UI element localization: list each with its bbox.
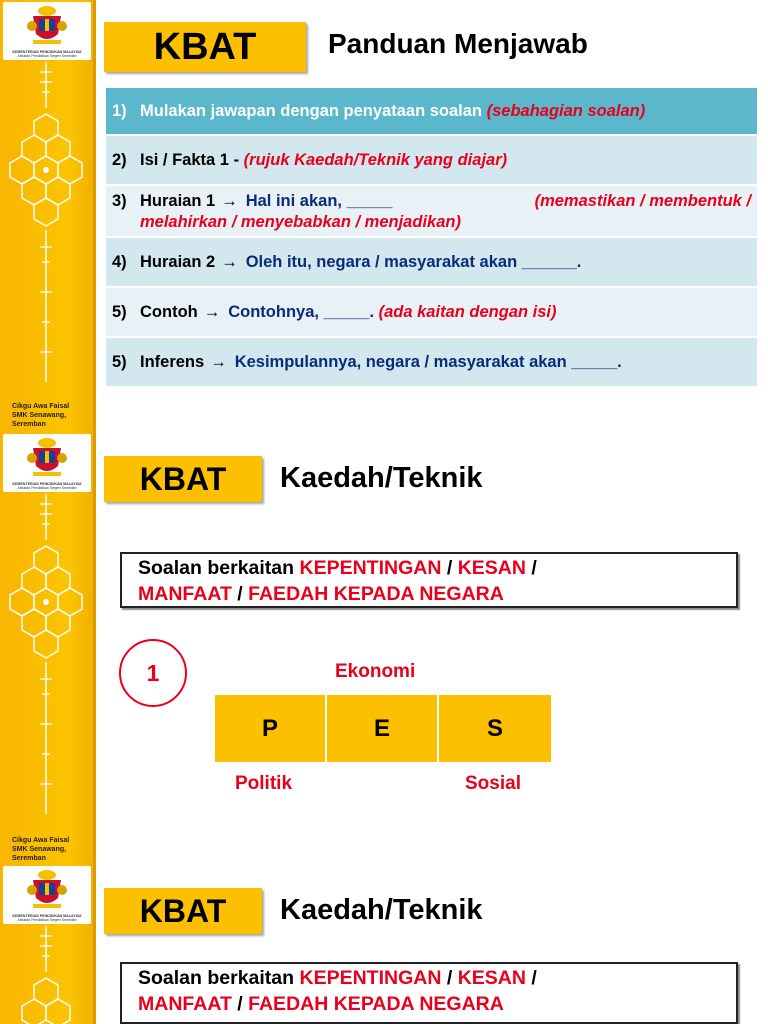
separator: / <box>531 967 537 989</box>
step-number: 3) <box>112 192 127 210</box>
step-note: (sebahagian soalan) <box>486 101 646 120</box>
ministry-logo <box>3 2 91 60</box>
keyword-kesan: KESAN <box>457 557 526 579</box>
slide-title: Kaedah/Teknik <box>280 462 483 494</box>
step-text: Mulakan jawapan dengan penyataan soalan <box>140 101 483 120</box>
step-row <box>106 88 757 134</box>
step-note: (rujuk Kaedah/Teknik yang diajar) <box>243 150 508 169</box>
pes-cell-e: E <box>327 695 439 762</box>
step-label: Contoh <box>140 302 198 321</box>
credit <box>12 402 96 429</box>
slide-title: Kaedah/Teknik <box>280 894 483 926</box>
label-ekonomi: Ekonomi <box>335 661 416 682</box>
step-phrase: Contohnya, _____. <box>228 302 375 321</box>
credit <box>12 836 96 863</box>
step-number: 4) <box>112 252 127 271</box>
logo-line-1: KEMENTERIAN PENDIDIKAN MALAYSIA <box>12 914 82 918</box>
step-note-line1: (memastikan / membentuk / <box>534 192 751 210</box>
step-row <box>106 236 757 286</box>
step-label: Huraian 1 <box>140 192 216 210</box>
arrow-icon: → <box>221 192 238 210</box>
keyword-kepentingan: KEPENTINGAN <box>299 557 442 579</box>
step-row <box>106 184 757 236</box>
slide-kaedah-teknik-2 <box>0 864 768 1024</box>
question-box <box>120 962 738 1024</box>
slide-title: Panduan Menjawab <box>328 28 588 59</box>
ministry-logo <box>3 434 91 492</box>
honeycomb-decoration <box>0 926 96 1024</box>
step-separator: - <box>233 150 240 169</box>
credit-name: Cikgu Awa Faisal <box>12 837 70 844</box>
arrow-icon: → <box>210 352 227 371</box>
kbat-badge: KBAT <box>104 456 262 502</box>
step-number: 2) <box>112 150 127 169</box>
crest-icon <box>27 4 67 48</box>
step-label: Isi / Fakta 1 <box>140 150 229 169</box>
step-note: (ada kaitan dengan isi) <box>378 302 557 321</box>
step-row <box>106 134 757 184</box>
sidebar <box>0 864 96 1024</box>
keyword-faedah: FAEDAH KEPADA NEGARA <box>248 583 504 605</box>
crest-icon <box>27 436 67 480</box>
ministry-logo <box>3 866 91 924</box>
step-number: 5) <box>112 302 127 321</box>
slide-panduan-menjawab <box>0 0 768 432</box>
separator: / <box>446 967 453 989</box>
pes-cell-p: P <box>215 695 327 762</box>
keyword-faedah: FAEDAH KEPADA NEGARA <box>248 993 504 1015</box>
credit-name: Cikgu Awa Faisal <box>12 403 70 410</box>
credit-school: SMK Senawang, Seremban <box>12 412 67 428</box>
separator: / <box>446 557 453 579</box>
logo-line-1: KEMENTERIAN PENDIDIKAN MALAYSIA <box>12 482 82 486</box>
pes-boxes <box>215 695 551 762</box>
crest-icon <box>27 868 67 912</box>
step-note-line2: melahirkan / menyebabkan / menjadikan) <box>140 213 461 231</box>
step-phrase: Oleh itu, negara / masyarakat akan ______. <box>245 252 582 271</box>
label-politik: Politik <box>235 773 293 794</box>
step-number: 1) <box>112 101 127 120</box>
question-prefix: Soalan berkaitan <box>138 557 295 579</box>
honeycomb-decoration <box>0 62 96 382</box>
logo-line-1: KEMENTERIAN PENDIDIKAN MALAYSIA <box>12 50 82 54</box>
step-phrase: Kesimpulannya, negara / masyarakat akan _____. <box>234 352 622 371</box>
credit-school: SMK Senawang, Seremban <box>12 846 67 862</box>
question-prefix: Soalan berkaitan <box>138 967 295 989</box>
keyword-kesan: KESAN <box>457 967 526 989</box>
step-label: Inferens <box>140 352 205 371</box>
step-phrase: Hal ini akan, _____ <box>245 192 393 210</box>
sidebar <box>0 432 96 864</box>
number-circle: 1 <box>119 639 187 707</box>
arrow-icon: → <box>203 302 221 321</box>
label-sosial: Sosial <box>465 773 521 794</box>
separator: / <box>237 993 243 1015</box>
pes-cell-s: S <box>439 695 551 762</box>
question-box <box>120 552 738 608</box>
keyword-manfaat: MANFAAT <box>138 993 232 1015</box>
slide-kaedah-teknik <box>0 432 768 864</box>
kbat-badge: KBAT <box>104 888 262 934</box>
logo-line-2: Jabatan Pendidikan Negeri Sembilan <box>17 918 77 922</box>
logo-line-2: Jabatan Pendidikan Negeri Sembilan <box>17 54 77 58</box>
step-label: Huraian 2 <box>140 252 216 271</box>
honeycomb-decoration <box>0 494 96 814</box>
keyword-manfaat: MANFAAT <box>138 583 232 605</box>
step-number: 5) <box>112 352 127 371</box>
separator: / <box>531 557 537 579</box>
step-row <box>106 286 757 336</box>
keyword-kepentingan: KEPENTINGAN <box>299 967 442 989</box>
arrow-icon: → <box>221 252 238 271</box>
separator: / <box>237 583 243 605</box>
step-row <box>106 336 757 386</box>
logo-line-2: Jabatan Pendidikan Negeri Sembilan <box>17 486 77 490</box>
steps-table <box>106 88 757 386</box>
kbat-badge: KBAT <box>104 22 306 72</box>
sidebar <box>0 0 96 432</box>
